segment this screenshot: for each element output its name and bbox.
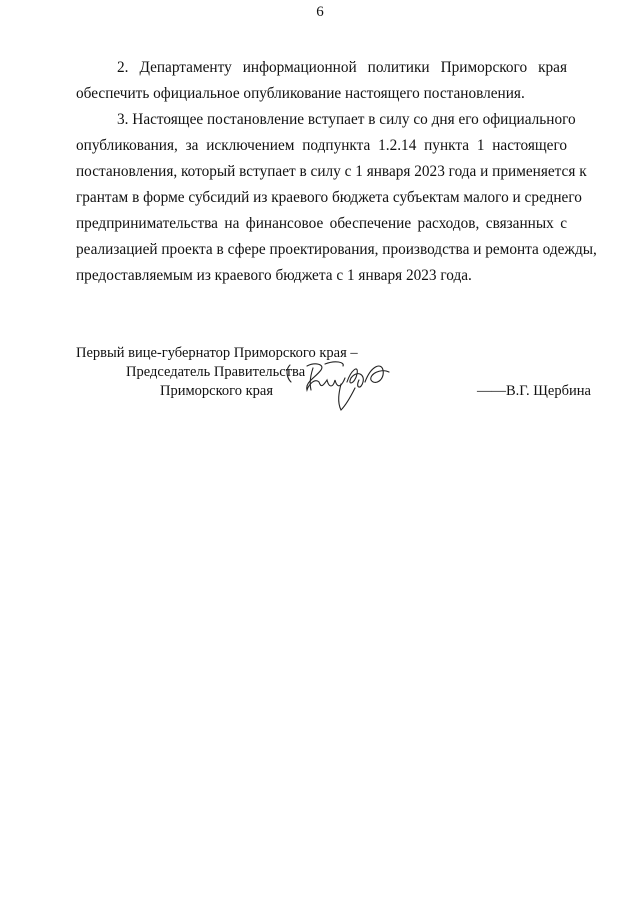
page-number: 6 [316,4,324,20]
text-line: постановления, который вступает в силу с 1 января 2023 года и применяется к [76,163,587,180]
text-line: опубликования, за исключением подпункта 1.2.14 пункта 1 настоящего [76,137,567,154]
text-line: реализацией проекта в сфере проектирования, производства и ремонта одежды, [76,241,597,258]
text-line: 2. Департаменту информационной политики Приморского края [117,59,567,76]
text-line: предпринимательства на финансовое обеспечение расходов, связанных с [76,215,567,232]
text-line: 3. Настоящее постановление вступает в силу со дня его официального [117,111,576,128]
signatory-position: Первый вице-губернатор Приморского края – [76,345,358,361]
signatory-position: Приморского края [160,383,274,399]
text-line: обеспечить официальное опубликование настоящего постановления. [76,85,525,102]
text-line: предоставляемым из краевого бюджета с 1 января 2023 года. [76,267,472,284]
signatory-name: ——В.Г. Щербина [477,383,591,399]
signatory-position: Председатель Правительства [126,364,306,380]
text-line: грантам в форме субсидий из краевого бюджета субъектам малого и среднего [76,189,582,206]
handwritten-signature [285,360,425,415]
